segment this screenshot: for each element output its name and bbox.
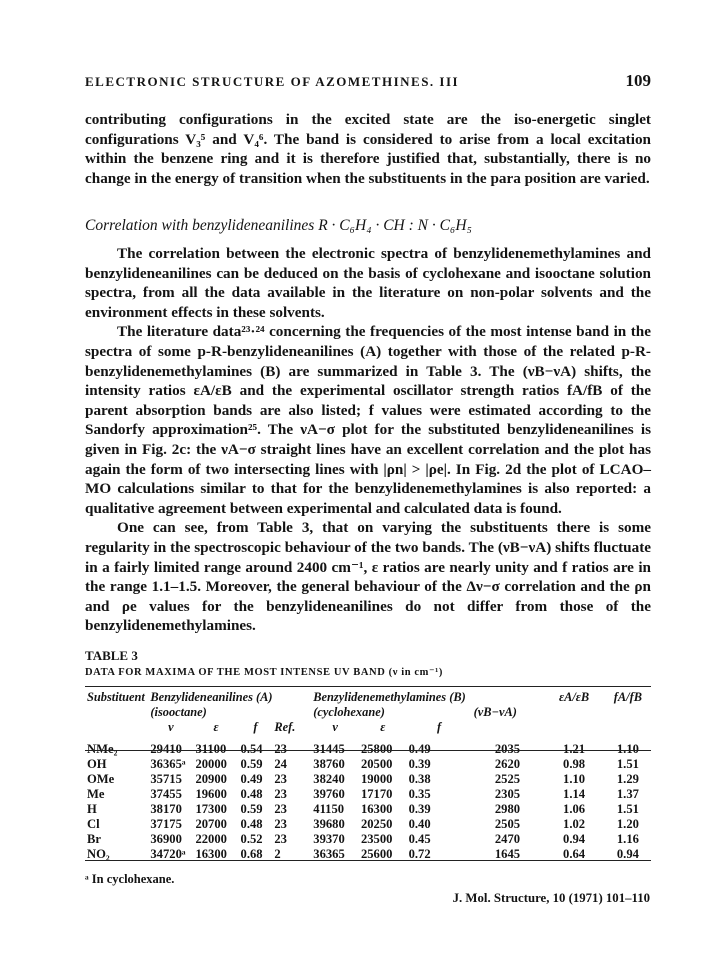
table-cell-va: 29410 <box>150 742 182 756</box>
table-cell-eb: 25600 <box>360 847 393 861</box>
table-cell-sub: Br <box>87 832 101 846</box>
table-cell-fa: 0.59 <box>240 757 263 771</box>
table-cell-ref: 23 <box>274 817 287 831</box>
table-cell-fr: 1.10 <box>616 742 639 756</box>
table-cell-fb: 0.38 <box>408 772 431 786</box>
table-cell-shift: 2525 <box>494 772 521 786</box>
intro-paragraph-block <box>85 110 651 188</box>
table-group-header-row <box>85 690 651 720</box>
table-cell-fb: 0.35 <box>408 787 431 801</box>
table-cell-ref: 2 <box>274 847 281 861</box>
table-cell-sub: Cl <box>87 817 100 831</box>
table-cell-fa: 0.68 <box>240 847 263 861</box>
table-row <box>85 735 651 757</box>
table-row <box>85 787 651 802</box>
table-cell-shift: 2305 <box>494 787 521 801</box>
table-cell-fa: 0.54 <box>240 742 263 756</box>
table-cell-fa: 0.48 <box>240 817 263 831</box>
sub-header-eb: ε <box>380 720 386 734</box>
table-cell-eb: 23500 <box>360 832 393 846</box>
sub-header-vb: ν <box>332 720 338 734</box>
col-group-a <box>148 690 311 720</box>
table-cell-ea: 16300 <box>195 847 227 861</box>
col-eps-ratio: εA/εB <box>558 690 590 704</box>
table-cell-fr: 0.94 <box>616 847 639 861</box>
table-cell-ref: 23 <box>274 742 287 756</box>
table-top-rule <box>85 686 651 687</box>
table-cell-eb: 16300 <box>360 802 393 816</box>
table-cell-vb: 38240 <box>313 772 345 786</box>
table-cell-sub: NMe₂ <box>87 742 118 756</box>
data-table <box>85 690 651 862</box>
table-cell-er: 1.14 <box>563 787 586 801</box>
table-cell-er: 0.64 <box>563 847 586 861</box>
table-cell-eb: 19000 <box>360 772 393 786</box>
group-b-title: Benzylidenemethylamines (B) <box>313 690 466 704</box>
col-f-ratio: fA/fB <box>613 690 643 704</box>
table-cell-er: 0.98 <box>563 757 586 771</box>
table-cell-shift: 2470 <box>494 832 521 846</box>
table-cell-fr: 1.20 <box>616 817 639 831</box>
table-cell-eb: 17170 <box>360 787 393 801</box>
sub-header-ea: ε <box>213 720 219 734</box>
table-cell-er: 1.06 <box>563 802 586 816</box>
table-footnote: ᵃ In cyclohexane. <box>85 872 175 886</box>
paragraph-2: The literature data²³·²⁴ concerning the frequencies of the most intense band in the spectra of some p-R-benzylideneanilines (A) together with those of the related p-R-benzylidenemethylamines (B) are summarized in Table 3. The (νB−νA) shifts, the intensity ratios εA/εB and the experimental oscillator strength ratios fA/fB of the parent absorption bands are also listed; f values were estimated according to the Sandorfy approximation²⁵. The νA−σ plot for the substituted benzylideneanilines is given in Fig. 2c: the νA−σ straight lines have an excellent correlation and the plot has again the form of two intersecting lines with |ρn| > |ρe|. In Fig. 2d the plot of LCAO–MO calculations similar to that for the benzylidenemethylamines is also reported: a qualitative agreement between experimental and calculated data is found. <box>85 323 651 517</box>
intro-paragraph: contributing configurations in the excited state are the iso-energetic singlet configurations V₃⁵ and V₄⁶. The band is considered to arise from a local excitation within the benzene ring and it is therefore justified that, substantially, there is no change in the energy of transition when the substituents in the para position are varied. <box>85 111 651 187</box>
sub-header-fb: f <box>437 720 442 734</box>
table-cell-ref: 23 <box>274 772 287 786</box>
table-cell-shift: 2035 <box>494 742 521 756</box>
table-cell-sub: Me <box>87 787 105 801</box>
table-cell-vb: 38760 <box>313 757 345 771</box>
table-cell-ea: 19600 <box>195 787 227 801</box>
table-cell-ea: 31100 <box>195 742 227 756</box>
table-cell-fb: 0.39 <box>408 802 431 816</box>
paragraph-1: The correlation between the electronic spectra of benzylidenemethylamines and benzylideneanilines can be deduced on the basis of cyclohexane and isooctane solution spectra, from all the data available in the literature on non-polar solvents and the environment effects in these solvents. <box>85 245 651 321</box>
table-cell-fb: 0.45 <box>408 832 431 846</box>
group-b-solvent: (cyclohexane) <box>313 705 385 719</box>
table-cell-va: 37455 <box>150 787 182 801</box>
table-cell-ref: 23 <box>274 787 287 801</box>
table-cell-ref: 23 <box>274 832 287 846</box>
table-cell-fb: 0.39 <box>408 757 431 771</box>
table-cell-vb: 31445 <box>313 742 345 756</box>
table-row <box>85 817 651 832</box>
table-sub-header-row <box>85 720 651 735</box>
table-cell-va: 37175 <box>150 817 182 831</box>
table-cell-er: 1.02 <box>563 817 586 831</box>
table-cell-eb: 20250 <box>360 817 393 831</box>
table-cell-er: 1.21 <box>563 742 586 756</box>
table-cell-shift: 2505 <box>494 817 521 831</box>
table-cell-va: 38170 <box>150 802 182 816</box>
table-cell-va: 35715 <box>150 772 182 786</box>
table-cell-er: 1.10 <box>563 772 586 786</box>
page-number: 109 <box>625 71 651 90</box>
table-title: DATA FOR MAXIMA OF THE MOST INTENSE UV BAND (ν in cm⁻¹) <box>85 667 444 678</box>
table-cell-fr: 1.37 <box>616 787 639 801</box>
table-cell-vb: 36365 <box>313 847 345 861</box>
table-cell-fr: 1.51 <box>616 757 639 771</box>
sub-header-ref: Ref. <box>274 720 296 734</box>
table-cell-eb: 25800 <box>360 742 393 756</box>
table-header-rule <box>85 750 651 751</box>
table-cell-shift: 2620 <box>494 757 521 771</box>
table-row <box>85 802 651 817</box>
section-body <box>85 244 651 636</box>
table-cell-ea: 20900 <box>195 772 227 786</box>
table-cell-fr: 1.29 <box>616 772 639 786</box>
table-row <box>85 772 651 787</box>
table-cell-vb: 39680 <box>313 817 345 831</box>
table-bottom-rule <box>85 860 651 861</box>
table-cell-shift: 1645 <box>494 847 521 861</box>
table-cell-fa: 0.49 <box>240 772 263 786</box>
table-cell-er: 0.94 <box>563 832 586 846</box>
table-cell-sub: NO₂ <box>87 847 110 861</box>
table-cell-ea: 17300 <box>195 802 227 816</box>
table-cell-fb: 0.49 <box>408 742 431 756</box>
table-cell-fb: 0.40 <box>408 817 431 831</box>
sub-header-fa: f <box>253 720 258 734</box>
running-title: ELECTRONIC STRUCTURE OF AZOMETHINES. III <box>85 74 460 89</box>
col-substituent: Substituent <box>87 690 145 704</box>
sub-header-va: ν <box>168 720 174 734</box>
table-cell-sub: OH <box>87 757 107 771</box>
table-caption: TABLE 3 <box>85 648 138 663</box>
table-cell-ref: 23 <box>274 802 287 816</box>
running-header <box>85 71 651 94</box>
table-cell-sub: H <box>87 802 97 816</box>
section-heading: Correlation with benzylideneanilines R · C₆H₄ · CH : N · C₆H₅ <box>85 217 472 234</box>
table-cell-eb: 20500 <box>360 757 393 771</box>
table-cell-fa: 0.52 <box>240 832 263 846</box>
group-a-solvent: (isooctane) <box>150 705 207 719</box>
col-group-b <box>311 690 471 720</box>
col-shift: (νB−νA) <box>473 705 517 719</box>
table-cell-fa: 0.59 <box>240 802 263 816</box>
table-cell-sub: OMe <box>87 772 115 786</box>
table-cell-vb: 39760 <box>313 787 345 801</box>
table-cell-fr: 1.51 <box>616 802 639 816</box>
journal-reference: J. Mol. Structure, 10 (1971) 101–110 <box>452 891 650 905</box>
table-cell-fa: 0.48 <box>240 787 263 801</box>
table-cell-ea: 20000 <box>195 757 227 771</box>
table-cell-vb: 39370 <box>313 832 345 846</box>
table-cell-shift: 2980 <box>494 802 521 816</box>
table-cell-ea: 20700 <box>195 817 227 831</box>
table-cell-vb: 41150 <box>313 802 345 816</box>
table-cell-fb: 0.72 <box>408 847 431 861</box>
table-cell-fr: 1.16 <box>616 832 639 846</box>
table-cell-ref: 24 <box>274 757 287 771</box>
table-row <box>85 832 651 847</box>
table-row <box>85 757 651 772</box>
paragraph-3: One can see, from Table 3, that on varying the substituents there is some regularity in the spectroscopic behaviour of the two bands. The (νB−νA) shifts fluctuate in a fairly limited range around 2400 cm⁻¹, ε ratios are nearly unity and f ratios are in the range 1.1–1.5. Moreover, the general behaviour of the Δν−σ correlation and the ρn and ρe values for the benzylideneanilines do not differ from those of the benzylidenemethylamines. <box>85 519 651 635</box>
table-cell-va: 36365ᵃ <box>150 757 186 771</box>
table-cell-va: 34720ᵃ <box>150 847 186 861</box>
table-cell-ea: 22000 <box>195 832 227 846</box>
table-cell-va: 36900 <box>150 832 182 846</box>
group-a-title: Benzylideneanilines (A) <box>150 690 273 704</box>
